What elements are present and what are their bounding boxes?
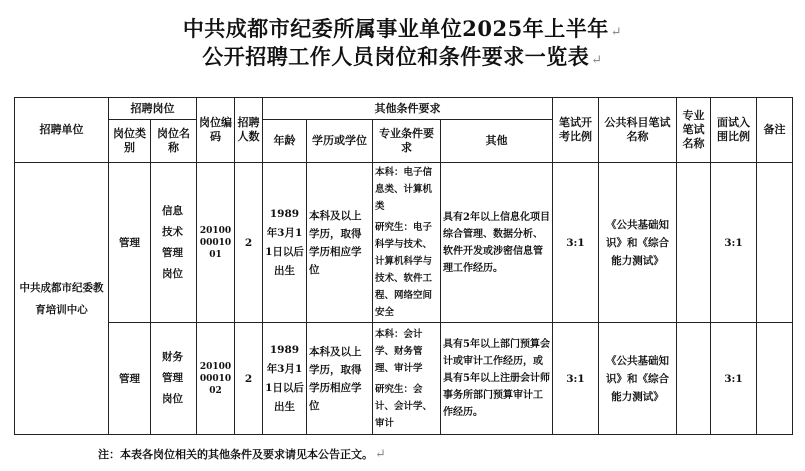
header-unit: 招聘单位 (15, 98, 109, 163)
page-title-line1 (0, 16, 805, 46)
footnote-text: 注：本表各岗位相关的其他条件及要求请见本公告正文。 (98, 448, 373, 461)
title-line1-text: 中共成都市纪委所属事业单位2025年上半年 (182, 16, 609, 41)
remark (757, 163, 793, 323)
post-type: 管理 (109, 163, 151, 323)
age-requirement: 1989年3月11日以后出生 (263, 163, 307, 323)
header-pro-exam: 专业笔试名称 (677, 98, 711, 163)
table-row (15, 323, 793, 435)
header-post-type: 岗位类别 (109, 120, 151, 163)
post-name-text: 财务管理岗位 (161, 351, 183, 405)
header-remark: 备注 (757, 98, 793, 163)
major-undergrad: 本科：电子信息类、计算机类 (375, 167, 433, 212)
age-requirement: 1989年3月11日以后出生 (263, 323, 307, 435)
table-row (15, 163, 793, 323)
header-interview-ratio: 面试入围比例 (711, 98, 757, 163)
post-code: 201000001002 (197, 323, 235, 435)
header-row-1 (15, 98, 793, 120)
paragraph-mark: ↵ (591, 53, 603, 68)
post-name-text: 信息技术管理岗位 (161, 204, 183, 280)
post-code: 201000001001 (197, 163, 235, 323)
header-conditions: 其他条件要求 (263, 98, 553, 120)
header-public-subject: 公共科目笔试名称 (599, 98, 677, 163)
exam-ratio: 3:1 (553, 163, 599, 323)
pro-exam (677, 323, 711, 435)
recruitment-table (14, 97, 793, 435)
header-exam-ratio: 笔试开考比例 (553, 98, 599, 163)
other-requirement: 具有5年以上部门预算会计或审计工作经历，或具有5年以上注册会计师事务所部门预算审计工作经历。 (441, 323, 553, 435)
post-name (151, 163, 197, 323)
post-type: 管理 (109, 323, 151, 435)
header-education: 学历或学位 (307, 120, 373, 163)
public-subject: 《公共基础知识》和《综合能力测试》 (599, 323, 677, 435)
interview-ratio: 3:1 (711, 323, 757, 435)
paragraph-mark: ↵ (610, 25, 623, 40)
paragraph-mark: ↵ (375, 447, 386, 462)
header-post-code: 岗位编码 (197, 98, 235, 163)
public-subject: 《公共基础知识》和《综合能力测试》 (599, 163, 677, 323)
pro-exam (677, 163, 711, 323)
header-post-group: 招聘岗位 (109, 98, 197, 120)
unit-name (15, 163, 109, 435)
major-requirement (373, 163, 441, 323)
title-line2-text: 公开招聘工作人员岗位和条件要求一览表 (202, 44, 590, 69)
post-name (151, 323, 197, 435)
post-count: 2 (235, 163, 263, 323)
header-other: 其他 (441, 120, 553, 163)
major-grad: 研究生：会计、会计学、审计 (375, 383, 433, 429)
education-requirement: 本科及以上学历，取得学历相应学位 (307, 323, 373, 435)
interview-ratio: 3:1 (711, 163, 757, 323)
header-age: 年龄 (263, 120, 307, 163)
remark (757, 323, 793, 435)
header-count: 招聘人数 (235, 98, 263, 163)
footnote (98, 446, 386, 462)
education-requirement: 本科及以上学历，取得学历相应学位 (307, 163, 373, 323)
other-requirement: 具有2年以上信息化项目综合管理、数据分析、软件开发或涉密信息管理工作经历。 (441, 163, 553, 323)
major-undergrad: 本科：会计学、财务管理、审计学 (375, 328, 423, 374)
exam-ratio: 3:1 (553, 323, 599, 435)
major-requirement (373, 323, 441, 435)
page-title-line2 (0, 44, 805, 74)
major-grad: 研究生：电子科学与技术、计算机科学与技术、软件工程、网络空间安全 (375, 222, 433, 318)
header-post-name: 岗位名称 (151, 120, 197, 163)
post-count: 2 (235, 323, 263, 435)
unit-name-text: 中共成都市纪委教育培训中心 (19, 281, 104, 316)
header-major: 专业条件要求 (373, 120, 441, 163)
